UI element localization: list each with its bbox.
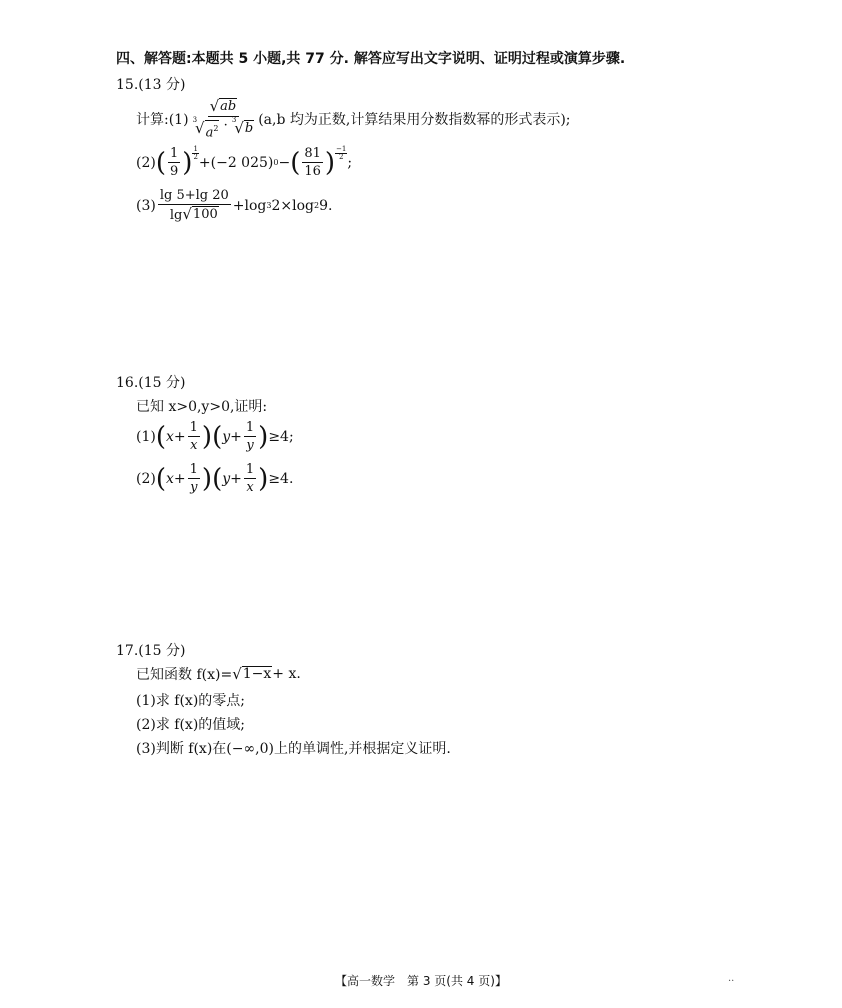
log-base-2: 2 <box>314 201 320 210</box>
q16-given: 已知 x>0,y>0,证明: <box>136 399 268 415</box>
q16-title: 16.(15 分) <box>116 375 186 391</box>
cube-root-b: 3 √ b <box>231 116 254 137</box>
q15-part2: (2) ( $\frac{1}{9}$ ) $\frac{1}{2}$ +(−2 025) 0 − ( $\frac{81}{16}$ ) $\frac{-1}{2}$ ; <box>136 145 353 179</box>
page-footer: 【高一数学 第 3 页(共 4 页)】 <box>335 974 507 988</box>
q15-part3-end: 9. <box>319 197 333 214</box>
sqrt-sign: √ ab <box>209 97 237 115</box>
exponent-half: $\frac{1}{2}$ <box>193 145 198 161</box>
log-base-3: 3 <box>266 201 272 210</box>
corner-mark: ·· <box>728 976 735 987</box>
q15-part3-log2: 2×log <box>271 197 314 214</box>
q15-part1-fraction <box>191 98 257 140</box>
q17-title: 17.(15 分) <box>116 643 186 659</box>
q15-part2-frac2: $\frac{81}{16}$ <box>304 146 321 179</box>
q16-part1: (1) ( x + $\frac{1}{x}$ ) ( y + $\frac{1}{y}$ ) ≥4; <box>136 420 294 453</box>
q16-part2: (2) ( x + $\frac{1}{y}$ ) ( y + $\frac{1}{x}$ ) ≥4. <box>136 462 294 495</box>
q16-part2-end: ≥4. <box>268 470 294 487</box>
q15-part3 <box>136 188 332 223</box>
q15-part1-prefix: 计算:(1) <box>136 112 189 129</box>
q15-part2-end: ; <box>347 154 353 171</box>
q17-given-prefix: 已知函数 f(x)= <box>136 667 233 683</box>
q15-title: 15.(13 分) <box>116 77 186 93</box>
q15-part3-numerator: lg 5+lg 20 <box>159 188 229 203</box>
q15-part1-note: (a,b 均为正数,计算结果用分数指数幂的形式表示); <box>258 112 571 129</box>
exponent-zero: 0 <box>273 158 279 167</box>
q15-part2-prefix: (2) <box>136 154 156 171</box>
section-header: 四、解答题:本题共 5 小题,共 77 分. 解答应写出文字说明、证明过程或演算步骤. <box>116 51 626 67</box>
q17-given <box>136 664 301 684</box>
q15-part3-denominator: lg √ 100 <box>169 205 218 223</box>
q15-part3-log1: +log <box>232 197 267 214</box>
q15-part3-prefix: (3) <box>136 197 156 214</box>
q15-part3-fraction <box>158 188 231 223</box>
q15-part2-mid: +(−2 025) <box>198 154 274 171</box>
q16-part1-end: ≥4; <box>268 428 294 445</box>
q17-part2: (2)求 f(x)的值域; <box>136 717 245 733</box>
cube-root-a: 3 √ $a^2$ <box>192 116 219 141</box>
q15-part2-minus: − <box>278 154 291 171</box>
q17-sqrt: √ 1−x <box>232 665 272 683</box>
q17-part1: (1)求 f(x)的零点; <box>136 693 245 709</box>
q15-part2-frac1: $\frac{1}{9}$ <box>170 146 179 179</box>
q17-part3: (3)判断 f(x)在(−∞,0)上的单调性,并根据定义证明. <box>136 741 451 757</box>
q16-part2-label: (2) <box>136 470 156 487</box>
q16-part1-label: (1) <box>136 428 156 445</box>
q15-part1 <box>136 98 571 140</box>
q15-part1-denominator: 3 √ $a^2$ · 3 √ b <box>192 116 254 141</box>
q17-given-suffix: + x. <box>272 666 301 682</box>
exponent-neg-half: $\frac{-1}{2}$ <box>336 145 347 161</box>
